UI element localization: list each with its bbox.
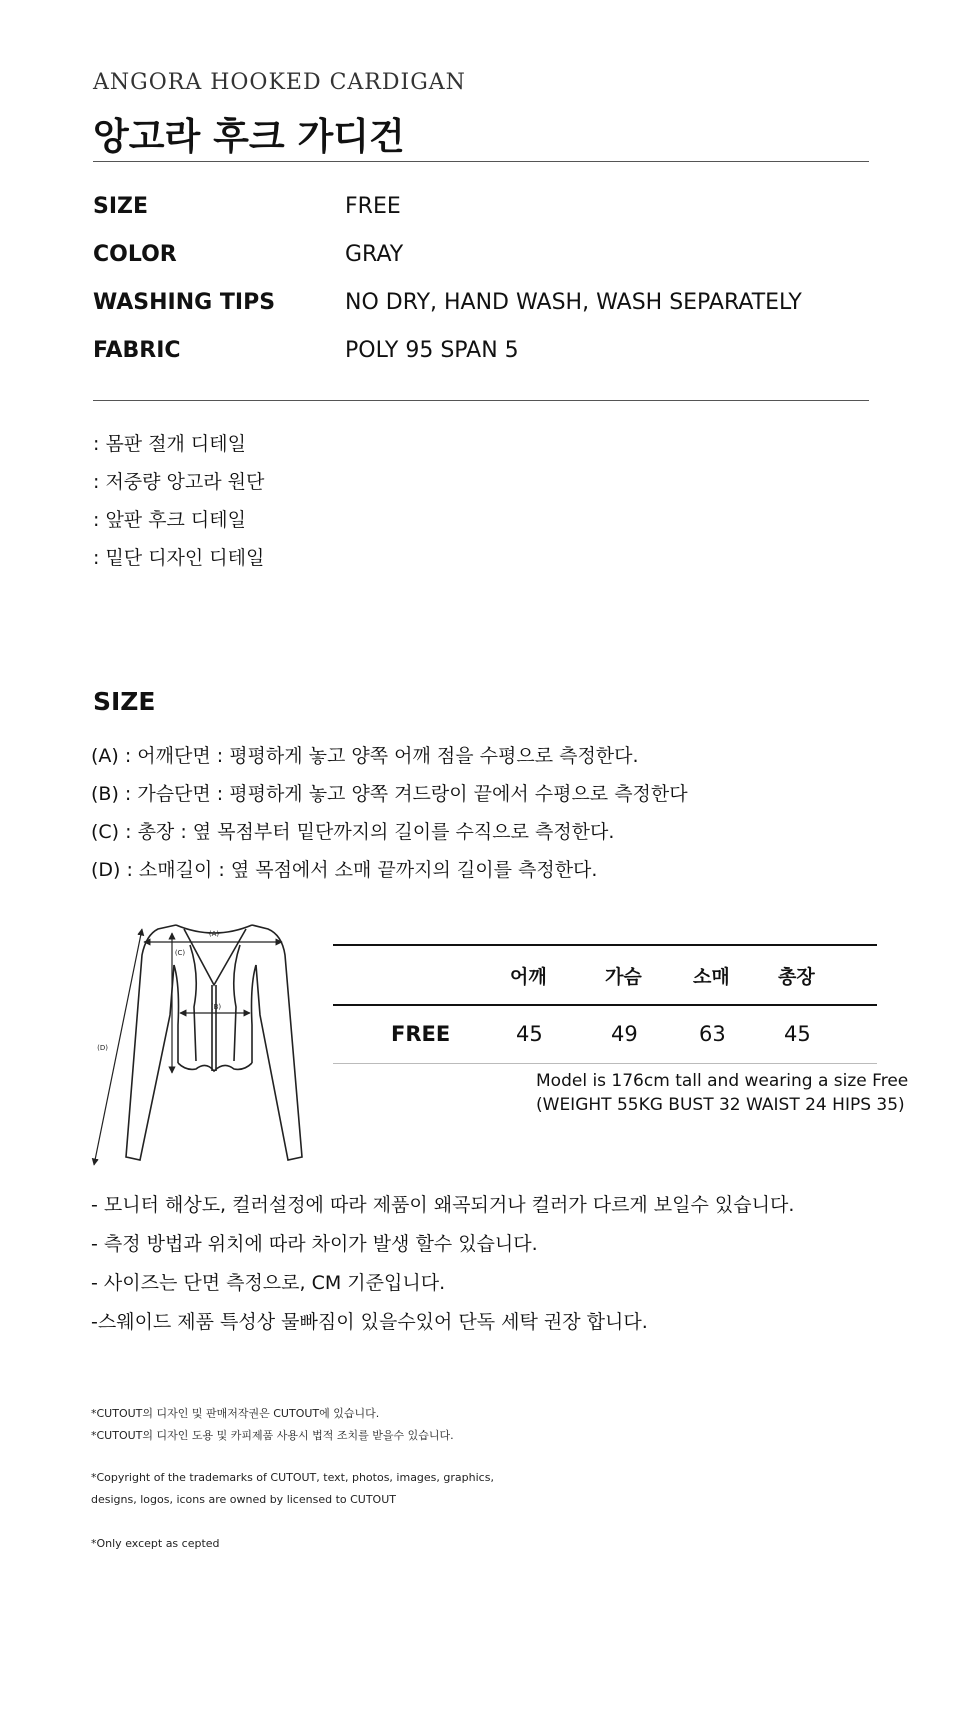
measurement-b: (B) : 가슴단면 : 평평하게 놓고 양쪽 겨드랑이 끝에서 수평으로 측정한다	[91, 783, 688, 805]
note-item: - 측정 방법과 위치에 따라 차이가 발생 할수 있습니다.	[91, 1233, 538, 1255]
feature-item: : 앞판 후크 디테일	[93, 509, 246, 531]
diagram-label-b: (B)	[210, 1003, 222, 1011]
cardigan-measurement-diagram	[80, 895, 330, 1175]
product-name-ko: 앙고라 후크 가디건	[93, 115, 405, 158]
note-item: -스웨이드 제품 특성상 물빠짐이 있을수있어 단독 세탁 권장 합니다.	[91, 1311, 648, 1333]
table-header-shoulder: 어깨	[510, 966, 547, 988]
table-header-length: 총장	[778, 966, 815, 988]
note-item: - 모니터 해상도, 컬러설정에 따라 제품이 왜곡되거나 컬러가 다르게 보일수 있습니다.	[91, 1194, 795, 1216]
table-cell-sleeve: 63	[699, 1022, 726, 1046]
size-heading: SIZE	[93, 687, 156, 716]
measurement-a: (A) : 어깨단면 : 평평하게 놓고 양쪽 어깨 점을 수평으로 측정한다.	[91, 745, 639, 767]
spec-label-color: COLOR	[93, 242, 177, 267]
measurement-d: (D) : 소매길이 : 옆 목점에서 소매 끝까지의 길이를 측정한다.	[91, 859, 598, 881]
spec-value-size: FREE	[345, 194, 401, 219]
diagram-label-c: (C)	[174, 949, 186, 957]
measurement-c: (C) : 총장 : 옆 목점부터 밑단까지의 길이를 수직으로 측정한다.	[91, 821, 615, 843]
model-info-line2: (WEIGHT 55KG BUST 32 WAIST 24 HIPS 35)	[536, 1095, 905, 1115]
feature-item: : 몸판 절개 디테일	[93, 433, 246, 455]
feature-item: : 밑단 디자인 디테일	[93, 547, 265, 569]
table-cell-shoulder: 45	[516, 1022, 543, 1046]
spec-label-size: SIZE	[93, 194, 149, 219]
model-info-line1: Model is 176cm tall and wearing a size Free	[536, 1071, 909, 1091]
copyright-exception: *Only except as cepted	[91, 1537, 220, 1550]
diagram-label-a: (A)	[208, 930, 220, 938]
table-cell-chest: 49	[611, 1022, 638, 1046]
table-header-rule	[333, 1004, 877, 1006]
spec-value-color: GRAY	[345, 242, 404, 267]
table-row-size: FREE	[391, 1022, 451, 1046]
table-bottom-rule	[333, 1063, 877, 1064]
diagram-label-d: (D)	[97, 1044, 108, 1052]
table-top-rule	[333, 944, 877, 946]
spec-value-washing: NO DRY, HAND WASH, WASH SEPARATELY	[345, 290, 802, 315]
copyright-ko-2: *CUTOUT의 디자인 도용 및 카피제품 사용시 법적 조치를 받을수 있습니다.	[91, 1429, 454, 1442]
feature-item: : 저중량 앙고라 원단	[93, 471, 265, 493]
copyright-ko-1: *CUTOUT의 디자인 및 판매저작권은 CUTOUT에 있습니다.	[91, 1407, 380, 1420]
spec-label-fabric: FABRIC	[93, 338, 181, 363]
copyright-en-2: designs, logos, icons are owned by licensed to CUTOUT	[91, 1493, 396, 1506]
product-name-en: ANGORA HOOKED CARDIGAN	[93, 70, 466, 95]
note-item: - 사이즈는 단면 측정으로, CM 기준입니다.	[91, 1272, 446, 1294]
specs-divider	[93, 400, 869, 401]
spec-label-washing: WASHING TIPS	[93, 290, 276, 315]
table-header-chest: 가슴	[605, 966, 642, 988]
table-header-sleeve: 소매	[693, 966, 730, 988]
table-cell-length: 45	[784, 1022, 811, 1046]
title-divider	[93, 161, 869, 162]
copyright-en-1: *Copyright of the trademarks of CUTOUT, text, photos, images, graphics,	[91, 1471, 494, 1484]
spec-value-fabric: POLY 95 SPAN 5	[345, 338, 519, 363]
cardigan-outline	[126, 925, 302, 1160]
